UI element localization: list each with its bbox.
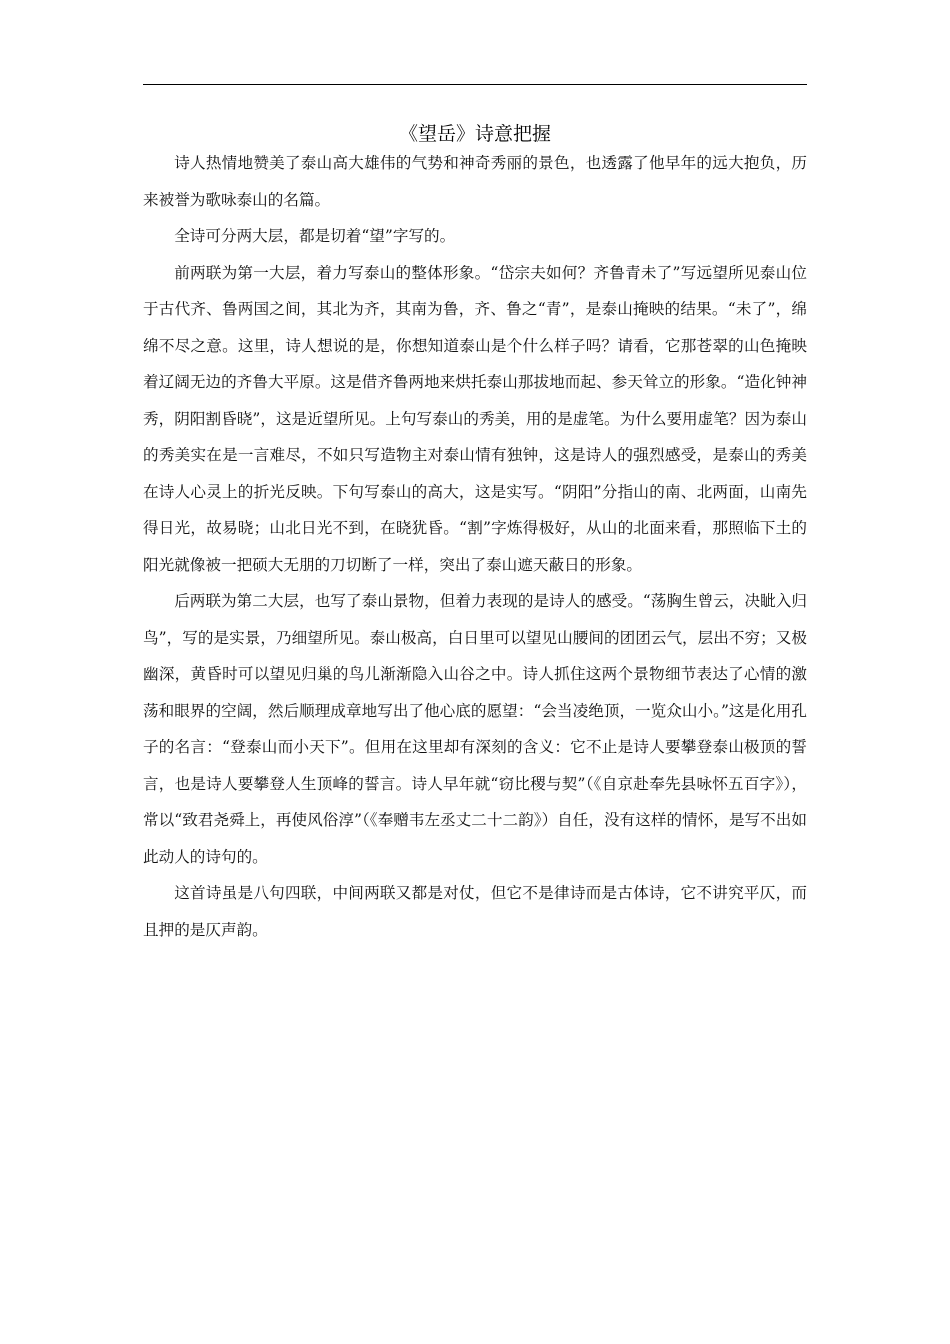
paragraph-structure: 全诗可分两大层，都是切着“望”字写的。: [174, 227, 456, 245]
paragraph-first-layer: 前两联为第一大层，着力写泰山的整体形象。“岱宗夫如何？齐鲁青未了”写远望所见泰山位于古代齐、鲁两国之间，其北为齐，其南为鲁，齐、鲁之“青”，是泰山掩映的结果。“未了”，绵绵不尽之意。这里，诗人想说的是，你想知道泰山是个什么样子吗？请看，它那苍翠的山色掩映着辽阔无边的齐鲁大平原。这是借齐鲁两地来烘托泰山那拔地而起、参天耸立的形象。“造化钟神秀，阴阳割昏晓”，这是近望所见。上句写泰山的秀美，用的是虚笔。为什么要用虚笔？因为泰山的秀美实在是一言难尽，不如只写造物主对泰山情有独钟，这是诗人的强烈感受，是泰山的秀美在诗人心灵上的折光反映。下句写泰山的高大，这是实写。“阴阳”分指山的南、北两面，山南先得日光，故易晓；山北日光不到，在晓犹昏。“割”字炼得极好，从山的北面来看，那照临下土的阳光就像被一把硕大无朋的刀切断了一样，突出了泰山遮天蔽日的形象。: [143, 263, 807, 574]
document-title: 《望岳》诗意把握: [398, 123, 551, 145]
paragraph-intro: 诗人热情地赞美了泰山高大雄伟的气势和神奇秀丽的景色，也透露了他早年的远大抱负，历来被誉为歌咏泰山的名篇。: [143, 154, 807, 209]
header-rule: [143, 84, 807, 85]
paragraph-second-layer: 后两联为第二大层，也写了泰山景物，但着力表现的是诗人的感受。“荡胸生曾云，决眦入归鸟”，写的是实景，乃细望所见。泰山极高，白日里可以望见山腰间的团团云气，层出不穷；又极幽深，黄昏时可以望见归巢的鸟儿渐渐隐入山谷之中。诗人抓住这两个景物细节表达了心情的激荡和眼界的空阔，然后顺理成章地写出了他心底的愿望：“会当凌绝顶，一览众山小。”这是化用孔子的名言：“登泰山而小天下”。但用在这里却有深刻的含义：它不止是诗人要攀登泰山极顶的誓言，也是诗人要攀登人生顶峰的誓言。诗人早年就“窃比稷与契”（《自京赴奉先县咏怀五百字》），常以“致君尧舜上，再使风俗淳”（《奉赠韦左丞丈二十二韵》）自任，没有这样的情怀，是写不出如此动人的诗句的。: [143, 592, 807, 866]
document-body: [143, 145, 807, 948]
paragraph-form: 这首诗虽是八句四联，中间两联又都是对仗，但它不是律诗而是古体诗，它不讲究平仄，而且押的是仄声韵。: [143, 884, 807, 939]
